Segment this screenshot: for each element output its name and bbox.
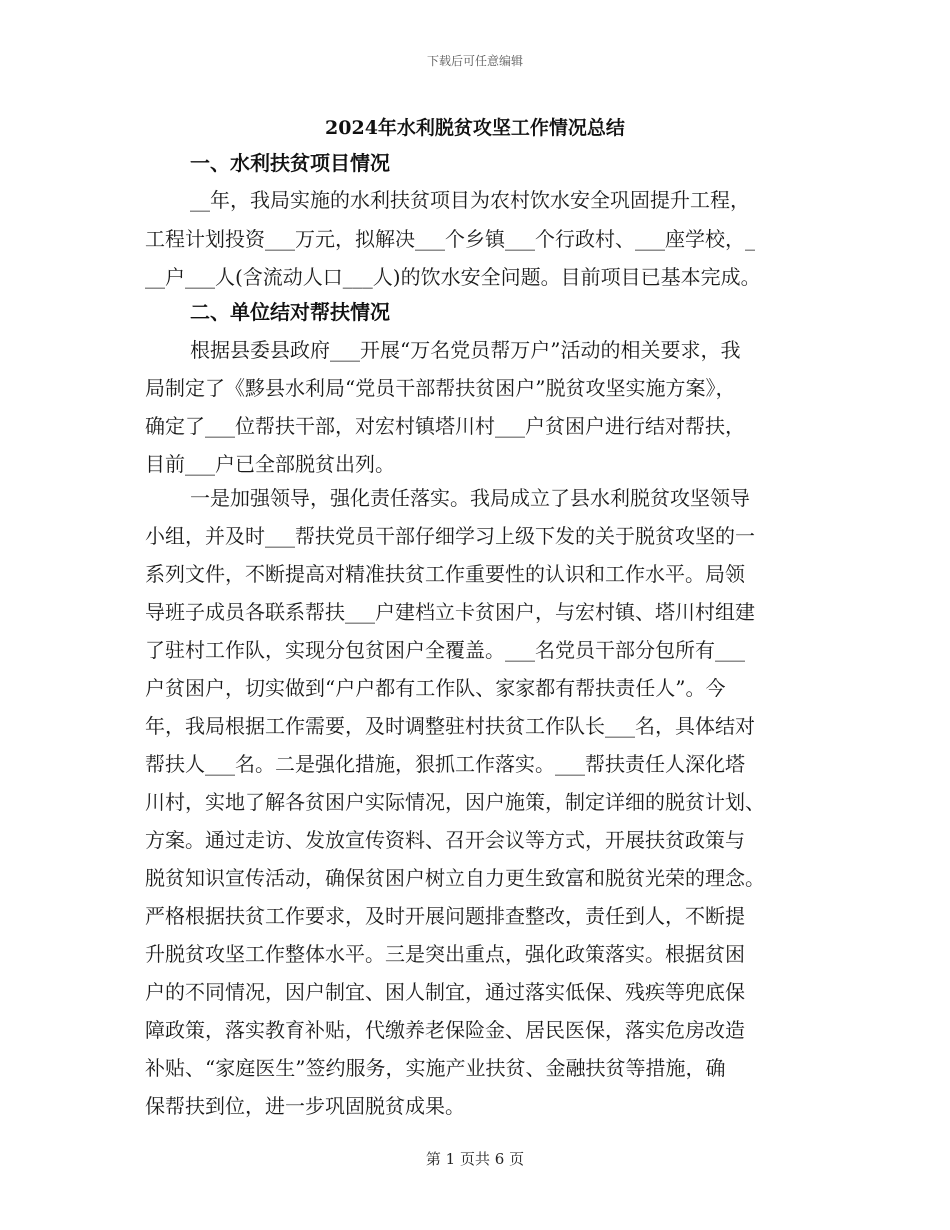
section-2-para-2-line: 一是加强领导，强化责任落实。我局成立了县水利脱贫攻坚领导 — [190, 486, 750, 510]
section-2-heading: 二、单位结对帮扶情况 — [190, 300, 390, 324]
section-2-para-2-line: 导班子成员各联系帮扶___户建档立卡贫困户，与宏村镇、塔川村组建 — [145, 600, 755, 624]
section-2-para-2-line: 脱贫知识宣传活动，确保贫困户树立自力更生致富和脱贫光荣的理念。 — [145, 866, 765, 890]
section-2-para-1-line: 确定了___位帮扶干部，对宏村镇塔川村___户贫困户进行结对帮扶， — [145, 414, 745, 438]
section-1-heading: 一、水利扶贫项目情况 — [190, 151, 390, 175]
page-header-note: 下载后可任意编辑 — [426, 54, 523, 68]
section-2-para-1-line: 根据县委县政府___开展“万名党员帮万户”活动的相关要求，我 — [190, 338, 741, 362]
section-2-para-2-line: 方案。通过走访、发放宣传资料、召开会议等方式，开展扶贫政策与 — [145, 828, 745, 852]
section-2-para-2-line: 户贫困户，切实做到“户户都有工作队、家家都有帮扶责任人”。今 — [145, 676, 726, 700]
section-2-para-2-line: 保帮扶到位，进一步巩固脱贫成果。 — [145, 1094, 465, 1118]
section-2-para-2-line: 了驻村工作队，实现分包贫困户全覆盖。___名党员干部分包所有___ — [145, 638, 745, 662]
section-1-line: __户___人(含流动人口___人)的饮水安全问题。目前项目已基本完成。 — [145, 265, 761, 289]
section-2-para-2-line: 川村，实地了解各贫困户实际情况，因户施策，制定详细的脱贫计划、 — [145, 790, 765, 814]
section-2-para-2-line: 系列文件，不断提高对精准扶贫工作重要性的认识和工作水平。局领 — [145, 562, 745, 586]
section-2-para-2-line: 补贴、“家庭医生”签约服务，实施产业扶贫、金融扶贫等措施，确 — [145, 1056, 726, 1080]
document-title: 2024年水利脱贫攻坚工作情况总结 — [325, 117, 625, 139]
section-2-para-1-line: 局制定了《黟县水利局“党员干部帮扶贫困户”脱贫攻坚实施方案》， — [145, 376, 736, 400]
section-2-para-2-line: 小组，并及时___帮扶党员干部仔细学习上级下发的关于脱贫攻坚的一 — [145, 524, 755, 548]
section-2-para-2-line: 年，我局根据工作需要，及时调整驻村扶贫工作队长___名，具体结对 — [145, 714, 755, 738]
section-1-line: __年，我局实施的水利扶贫项目为农村饮水安全巩固提升工程， — [190, 188, 750, 212]
section-2-para-2-line: 升脱贫攻坚工作整体水平。三是突出重点，强化政策落实。根据贫困 — [145, 942, 745, 966]
page-number: 第 1 页共 6 页 — [425, 1150, 525, 1168]
section-2-para-2-line: 障政策，落实教育补贴，代缴养老保险金、居民医保，落实危房改造 — [145, 1018, 745, 1042]
section-2-para-2-line: 帮扶人___名。二是强化措施，狠抓工作落实。___帮扶责任人深化塔 — [145, 752, 745, 776]
section-2-para-1-line: 目前___户已全部脱贫出列。 — [145, 452, 395, 476]
section-2-para-2-line: 户的不同情况，因户制宜、困人制宜，通过落实低保、残疾等兜底保 — [145, 980, 745, 1004]
section-1-line: 工程计划投资___万元，拟解决___个乡镇___个行政村、___座学校，_ — [145, 227, 755, 251]
section-2-para-2-line: 严格根据扶贫工作要求，及时开展问题排查整改，责任到人，不断提 — [145, 904, 745, 928]
